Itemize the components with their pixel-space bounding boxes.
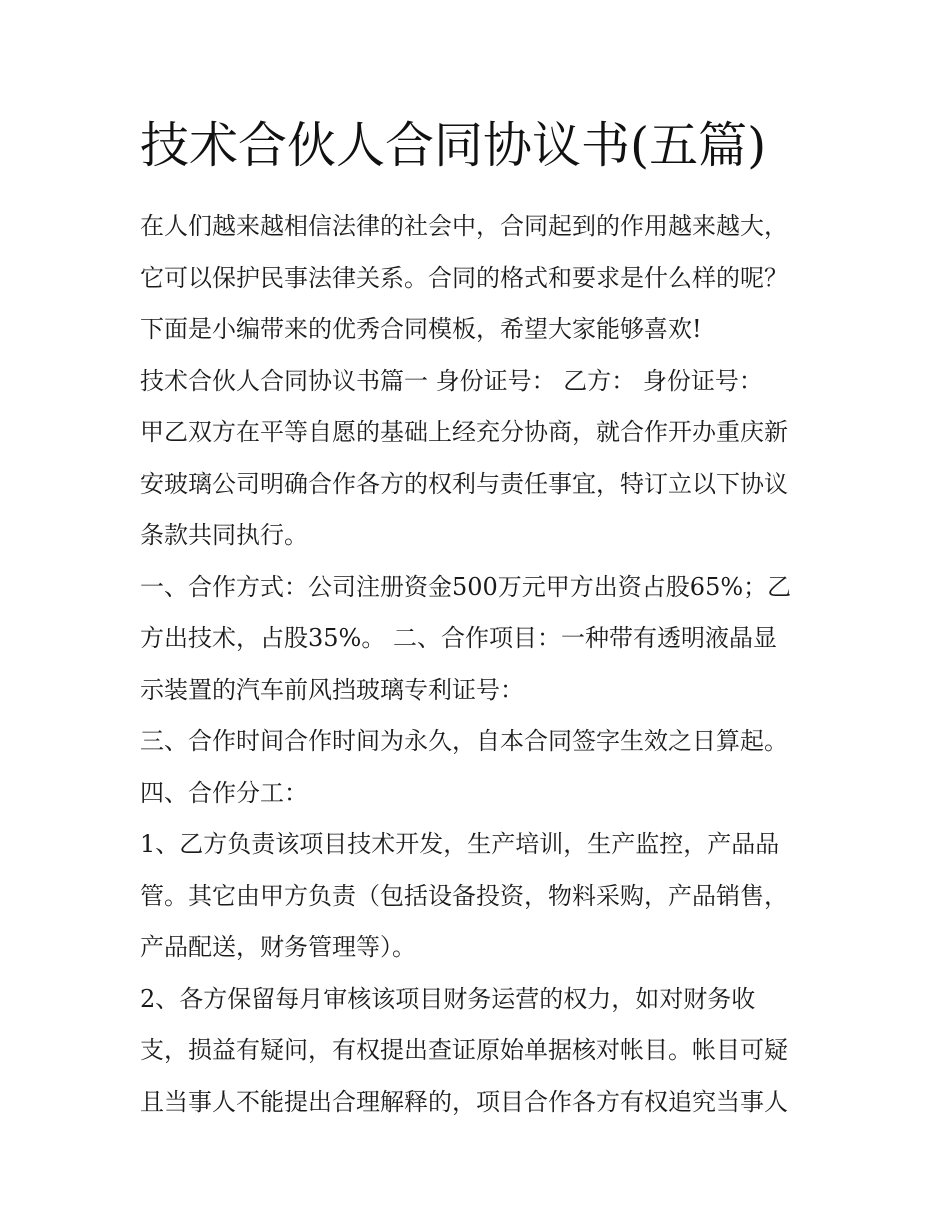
body-line: 一、合作方式：公司注册资金500万元甲方出资占股65%；乙: [140, 572, 792, 601]
body-line: 且当事人不能提出合理解释的，项目合作各方有权追究当事人: [140, 1087, 788, 1116]
body-line: 条款共同执行。: [140, 521, 308, 549]
document-body: [140, 201, 820, 1128]
body-line: 它可以保护民事法律关系。合同的格式和要求是什么样的呢？: [140, 263, 788, 292]
body-line: 安玻璃公司明确合作各方的权利与责任事宜，特订立以下协议: [140, 469, 788, 498]
body-line: 方出技术，占股35%。 二、合作项目：一种带有透明液晶显: [140, 624, 777, 652]
body-line: 2、各方保留每月审核该项目财务运营的权力，如对财务收: [140, 984, 756, 1013]
body-line: 三、合作时间合作时间为永久，自本合同签字生效之日算起。: [140, 727, 788, 755]
body-line: 支，损益有疑问，有权提出查证原始单据核对帐目。帐目可疑: [140, 1036, 788, 1064]
body-line: 四、合作分工：: [140, 778, 308, 807]
body-line: 管。其它由甲方负责（包括设备投资，物料采购，产品销售，: [140, 881, 788, 910]
body-line: 技术合伙人合同协议书篇一 身份证号： 乙方： 身份证号：: [140, 366, 763, 395]
body-line: 产品配送，财务管理等）。: [140, 933, 416, 961]
document-title: 技术合伙人合同协议书(五篇): [140, 117, 767, 174]
body-line: 下面是小编带来的优秀合同模板，希望大家能够喜欢!: [140, 315, 702, 343]
body-line: 示装置的汽车前风挡玻璃专利证号：: [140, 675, 524, 704]
body-line: 在人们越来越相信法律的社会中，合同起到的作用越来越大，: [140, 212, 788, 240]
body-line: 甲乙双方在平等自愿的基础上经充分协商，就合作开办重庆新: [140, 418, 788, 446]
body-line: 1、乙方负责该项目技术开发，生产培训，生产监控，产品品: [140, 830, 780, 858]
